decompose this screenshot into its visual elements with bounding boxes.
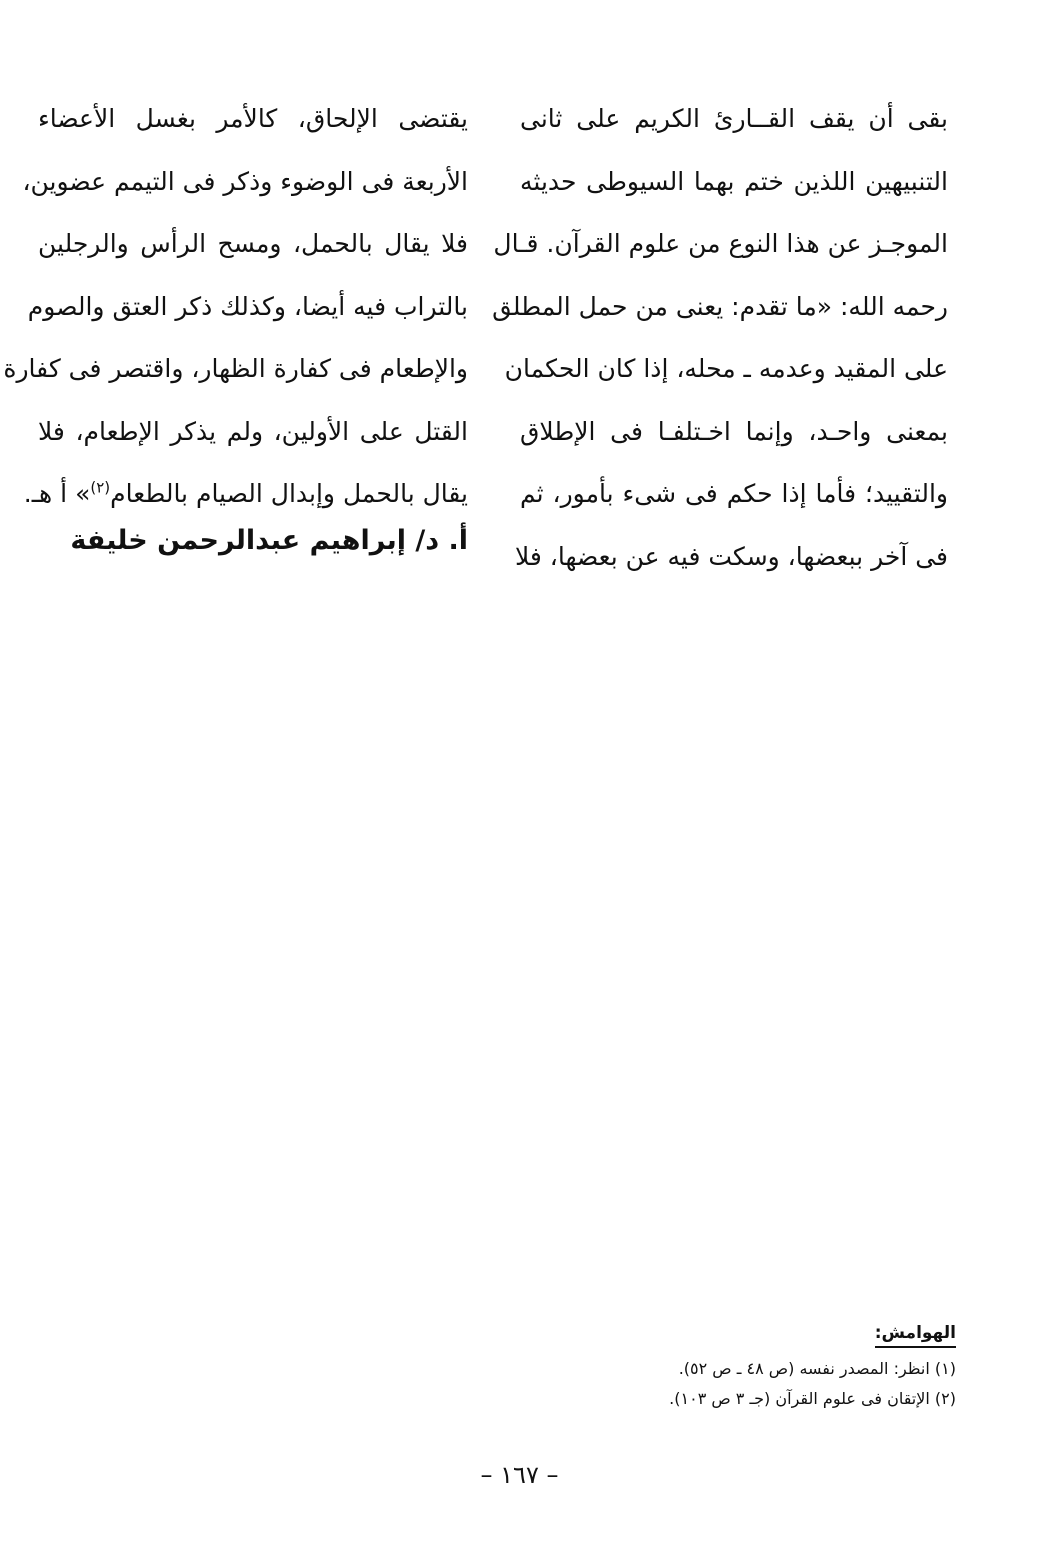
page-number: – ١٦٧ –	[480, 1461, 559, 1489]
footnotes-section	[520, 1320, 956, 1414]
footnote-item: (١) انظر: المصدر نفسه (ص ٤٨ ـ ص ٥٢).	[678, 1359, 956, 1378]
text-column-right	[492, 88, 948, 588]
footnote-reference[interactable]: (٢)	[90, 478, 111, 497]
text-line: فى آخر ببعضها، وسكت فيه عن بعضها، فلا	[514, 541, 948, 571]
text-line: التنبيهين اللذين ختم بهما السيوطى حديثه	[520, 166, 948, 196]
text-line: القتل على الأولين، ولم يذكر الإطعام، فلا	[38, 416, 468, 446]
text-line: يقتضى الإلحاق، كالأمر بغسل الأعضاء	[38, 104, 468, 133]
final-line-tail: » أ هـ.	[23, 479, 91, 508]
text-line: فلا يقال بالحمل، ومسح الرأس والرجلين	[38, 229, 468, 258]
author-signature: أ. د/ إبراهيم عبدالرحمن خليفة	[70, 525, 468, 556]
footnotes-heading: الهوامش:	[875, 1320, 956, 1348]
text-line: رحمه الله: «ما تقدم: يعنى من حمل المطلق	[492, 291, 948, 321]
text-line: على المقيد وعدمه ـ محله، إذا كان الحكمان	[504, 354, 948, 383]
text-line: والتقييد؛ فأما إذا حكم فى شىء بأمور، ثم	[520, 479, 948, 508]
text-line: بقى أن يقف القــارئ الكريم على ثانى	[520, 104, 948, 133]
text-line: والإطعام فى كفارة الظهار، واقتصر فى كفارة	[3, 354, 468, 383]
text-line: الموجـز عن هذا النوع من علوم القرآن. قـال	[493, 229, 948, 258]
text-column-left	[3, 88, 468, 526]
final-line-text: يقال بالحمل وإبدال الصيام بالطعام	[110, 479, 468, 508]
footnote-item: (٢) الإتقان فى علوم القرآن (جـ ٣ ص ١٠٣).	[669, 1389, 956, 1408]
text-line: الأربعة فى الوضوء وذكر فى التيمم عضوين،	[22, 166, 468, 196]
text-line: بمعنى واحـد، وإنما اخـتلفـا فى الإطلاق	[520, 416, 948, 446]
text-line: بالتراب فيه أيضا، وكذلك ذكر العتق والصوم	[27, 291, 468, 321]
